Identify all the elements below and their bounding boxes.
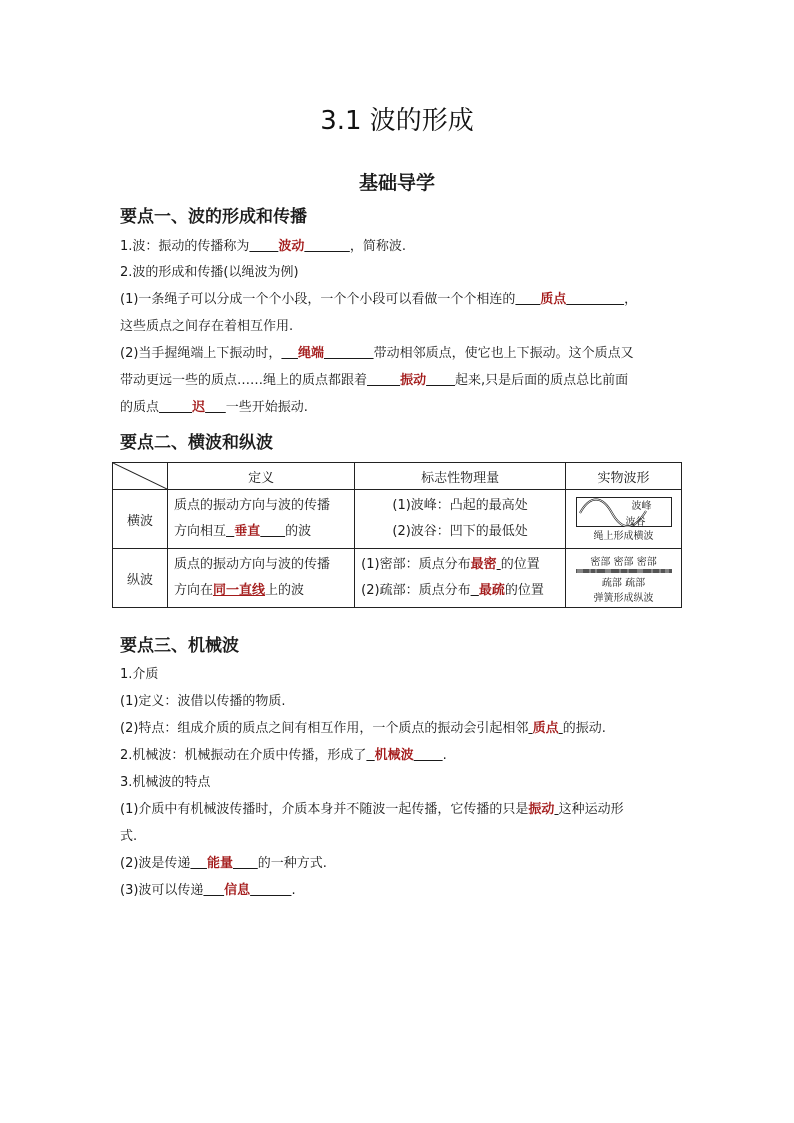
- answer-vibrate: 振动: [400, 373, 427, 388]
- answer-energy: 能量: [206, 856, 233, 871]
- table-header-row: [113, 463, 682, 490]
- transverse-figure: [566, 490, 682, 549]
- table-row-longitudinal: [113, 549, 682, 608]
- heading-point-2: 要点二、横波和纵波: [120, 433, 273, 453]
- column-header-definition: 定义: [168, 463, 355, 490]
- answer-densest: 最密: [470, 557, 497, 572]
- s3-line-5: 3.机械波的特点: [120, 775, 211, 790]
- transverse-definition: 质点的振动方向与波的传播 方向相互 垂直 的波: [168, 490, 355, 549]
- table-corner-cell: [113, 463, 168, 490]
- column-header-waveform: 实物波形: [566, 463, 682, 490]
- label-trough: 波谷: [625, 516, 646, 528]
- answer-information: 信息: [224, 883, 251, 898]
- answer-perpendicular: 垂直: [234, 524, 261, 539]
- wave-type-table: [112, 462, 682, 608]
- rope-wave-image: [576, 497, 672, 539]
- transverse-quantities: (1)波峰：凸起的最高处 (2)波谷：凹下的最低处: [355, 490, 566, 549]
- longitudinal-caption: 弹簧形成纵波: [593, 592, 654, 604]
- s3-line-9: (3)波可以传递 信息 .: [120, 883, 296, 898]
- s1-line-5: (2)当手握绳端上下振动时， 绳端 带动相邻质点，使它也上下振动。这个质点又: [120, 346, 634, 361]
- s3-line-2: (1)定义：波借以传播的物质.: [120, 694, 286, 709]
- s3-line-8: (2)波是传递 能量 的一种方式.: [120, 856, 327, 871]
- label-sparse: 疏部 疏部: [601, 577, 646, 589]
- answer-mechanical-wave: 机械波: [374, 748, 414, 763]
- answer-vibration: 振动: [528, 802, 555, 817]
- heading-point-1: 要点一、波的形成和传播: [120, 207, 307, 227]
- table-row-transverse: [113, 490, 682, 549]
- answer-particle: 质点: [540, 292, 567, 307]
- transverse-caption: 绳上形成横波: [593, 530, 654, 542]
- longitudinal-figure: [566, 549, 682, 608]
- page-title: 3.1 波的形成: [320, 106, 474, 136]
- s1-line-2: 2.波的形成和传播(以绳波为例): [120, 265, 299, 280]
- s3-line-4: 2.机械波：机械振动在介质中传播，形成了 机械波 .: [120, 748, 447, 763]
- s1-line-7: 的质点 迟 一些开始振动.: [120, 400, 308, 415]
- s1-line-4: 这些质点之间存在着相互作用.: [120, 319, 294, 334]
- column-header-quantity: 标志性物理量: [355, 463, 566, 490]
- longitudinal-quantities: (1)密部：质点分布最密 的位置 (2)疏部：质点分布 最疏的位置: [355, 549, 566, 608]
- answer-wave: 波动: [278, 239, 305, 254]
- answer-late: 迟: [192, 400, 206, 415]
- row-label-longitudinal: 纵波: [113, 549, 168, 608]
- s3-line-7: 式.: [120, 829, 138, 844]
- s3-line-1: 1.介质: [120, 667, 159, 682]
- answer-rope-end: 绳端: [297, 346, 324, 361]
- diagonal-line: [113, 463, 167, 489]
- answer-sparsest: 最疏: [478, 583, 505, 598]
- heading-point-3: 要点三、机械波: [120, 636, 239, 656]
- s3-line-6: (1)介质中有机械波传播时，介质本身并不随波一起传播，它传播的只是振动 这种运动形: [120, 802, 624, 817]
- label-dense: 密部 密部 密部: [590, 556, 657, 568]
- label-peak: 波峰: [631, 500, 652, 512]
- answer-same-line: 同一直线: [213, 583, 266, 598]
- row-label-transverse: 横波: [113, 490, 168, 549]
- s3-line-3: (2)特点：组成介质的质点之间有相互作用，一个质点的振动会引起相邻 质点 的振动.: [120, 721, 606, 736]
- s1-line-1: 1.波：振动的传播称为 波动 ，简称波.: [120, 239, 406, 254]
- answer-particle-2: 质点: [532, 721, 559, 736]
- s1-line-6: 带动更远一些的质点……绳上的质点都跟着 振动 起来,只是后面的质点总比前面: [120, 373, 629, 388]
- section-subtitle: 基础导学: [358, 172, 435, 194]
- s1-line-3: (1)一条绳子可以分成一个个小段，一个个小段可以看做一个个相连的 质点 ，: [120, 292, 638, 307]
- longitudinal-definition: 质点的振动方向与波的传播 方向在同一直线上的波: [168, 549, 355, 608]
